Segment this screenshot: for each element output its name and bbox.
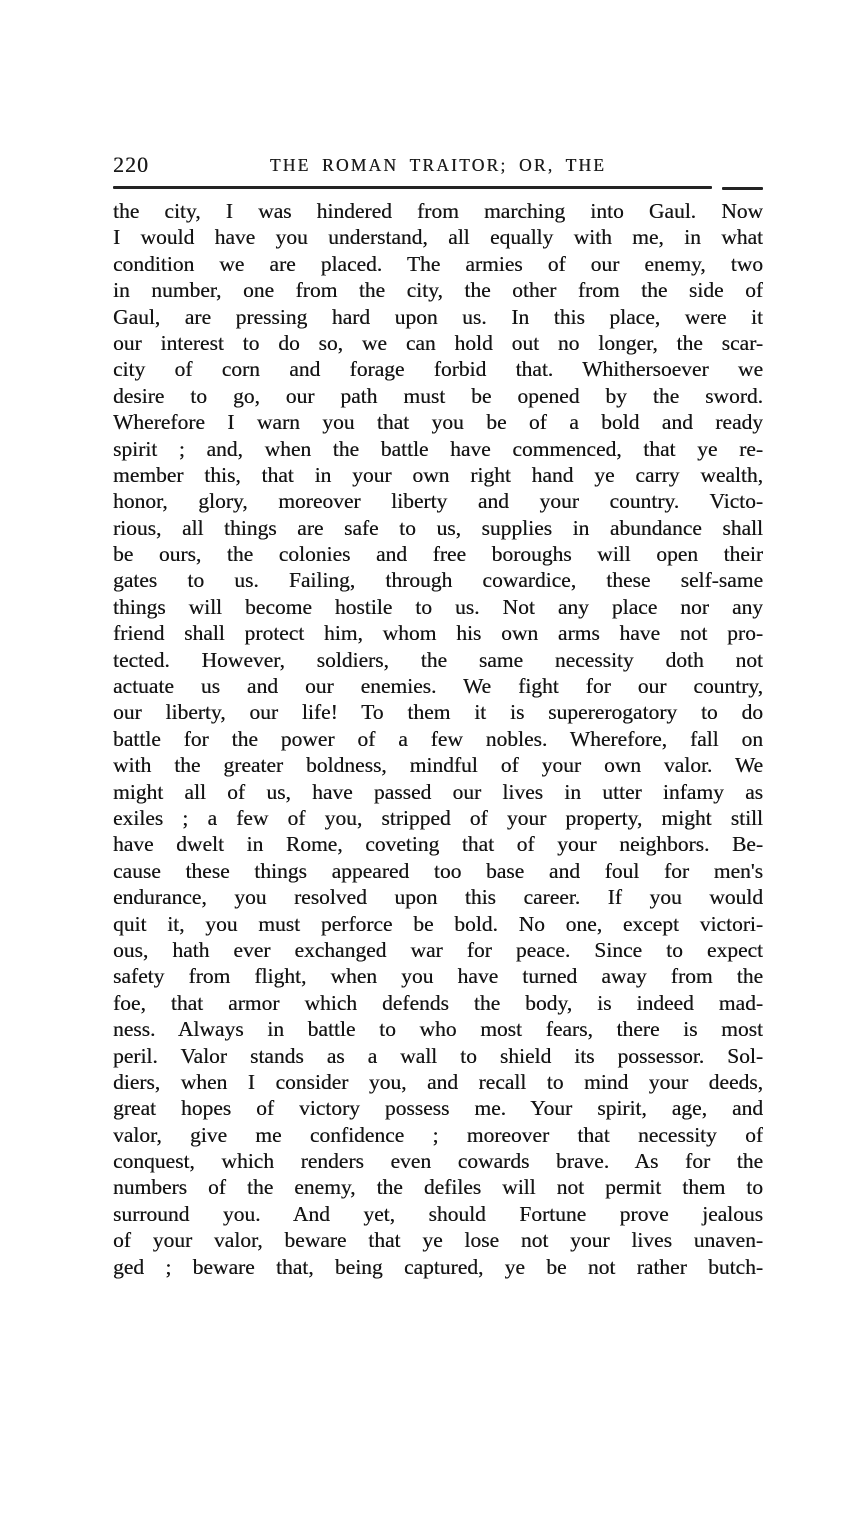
text-line: ous, hath ever exchanged war for peace. Since to expect — [113, 937, 763, 962]
text-line: safety from flight, when you have turned away from the — [113, 964, 763, 989]
text-line: honor, glory, moreover liberty and your country. Victo- — [113, 489, 763, 514]
text-line: condition we are placed. The armies of our enemy, two — [113, 251, 763, 276]
text-line: be ours, the colonies and free boroughs will open their — [113, 542, 763, 567]
text-line: friend shall protect him, whom his own arms have not pro- — [113, 621, 763, 646]
text-line: conquest, which renders even cowards brave. As for the — [113, 1149, 763, 1174]
header-rule-segment-short — [722, 187, 763, 190]
header-rule — [113, 186, 763, 190]
text-line: diers, when I consider you, and recall to mind your deeds, — [113, 1069, 763, 1094]
text-line: tected. However, soldiers, the same necessity doth not — [113, 647, 763, 672]
text-line: quit it, you must perforce be bold. No one, except victori- — [113, 911, 763, 936]
text-line: Wherefore I warn you that you be of a bold and ready — [113, 410, 763, 435]
text-line: ged ; beware that, being captured, ye be not rather butch- — [113, 1254, 763, 1279]
text-line: have dwelt in Rome, coveting that of your neighbors. Be- — [113, 832, 763, 857]
page-header — [113, 152, 763, 180]
text-line: gates to us. Failing, through cowardice, these self-same — [113, 568, 763, 593]
text-line: peril. Valor stands as a wall to shield its possessor. Sol- — [113, 1043, 763, 1068]
text-line: ness. Always in battle to who most fears, there is most — [113, 1017, 763, 1042]
text-line: with the greater boldness, mindful of your own valor. We — [113, 753, 763, 778]
text-line: things will become hostile to us. Not any place nor any — [113, 594, 763, 619]
text-line: desire to go, our path must be opened by the sword. — [113, 383, 763, 408]
text-line: exiles ; a few of you, stripped of your property, might still — [113, 805, 763, 830]
text-line: rious, all things are safe to us, supplies in abundance shall — [113, 515, 763, 540]
text-line: battle for the power of a few nobles. Wherefore, fall on — [113, 726, 763, 751]
text-line: city of corn and forage forbid that. Whithersoever we — [113, 357, 763, 382]
page-number: 220 — [113, 152, 149, 177]
body-text — [113, 198, 763, 1280]
header-rule-segment-long — [113, 186, 712, 189]
text-line: cause these things appeared too base and foul for men's — [113, 858, 763, 883]
text-line: numbers of the enemy, the defiles will not permit them to — [113, 1175, 763, 1200]
text-line: spirit ; and, when the battle have commenced, that ye re- — [113, 436, 763, 461]
running-title: THE ROMAN TRAITOR; OR, THE — [269, 155, 607, 175]
text-line: the city, I was hindered from marching into Gaul. Now — [113, 199, 763, 223]
text-line: Gaul, are pressing hard upon us. In this place, were it — [113, 304, 763, 329]
text-line: our liberty, our life! To them it is supererogatory to do — [113, 700, 763, 725]
text-line: our interest to do so, we can hold out no longer, the scar- — [113, 330, 763, 355]
text-line: member this, that in your own right hand ye carry wealth, — [113, 462, 763, 487]
text-line: great hopes of victory possess me. Your spirit, age, and — [113, 1096, 763, 1121]
text-line: foe, that armor which defends the body, is indeed mad- — [113, 990, 763, 1015]
text-line: might all of us, have passed our lives in utter infamy as — [113, 779, 763, 804]
text-line: actuate us and our enemies. We fight for our country, — [113, 674, 763, 699]
text-line: of your valor, beware that ye lose not your lives unaven- — [113, 1228, 763, 1253]
text-line: endurance, you resolved upon this career. If you would — [113, 885, 763, 910]
text-line: valor, give me confidence ; moreover that necessity of — [113, 1122, 763, 1147]
text-line: in number, one from the city, the other from the side of — [113, 278, 763, 303]
text-line: surround you. And yet, should Fortune prove jealous — [113, 1201, 763, 1226]
text-line: I would have you understand, all equally with me, in what — [113, 225, 763, 250]
